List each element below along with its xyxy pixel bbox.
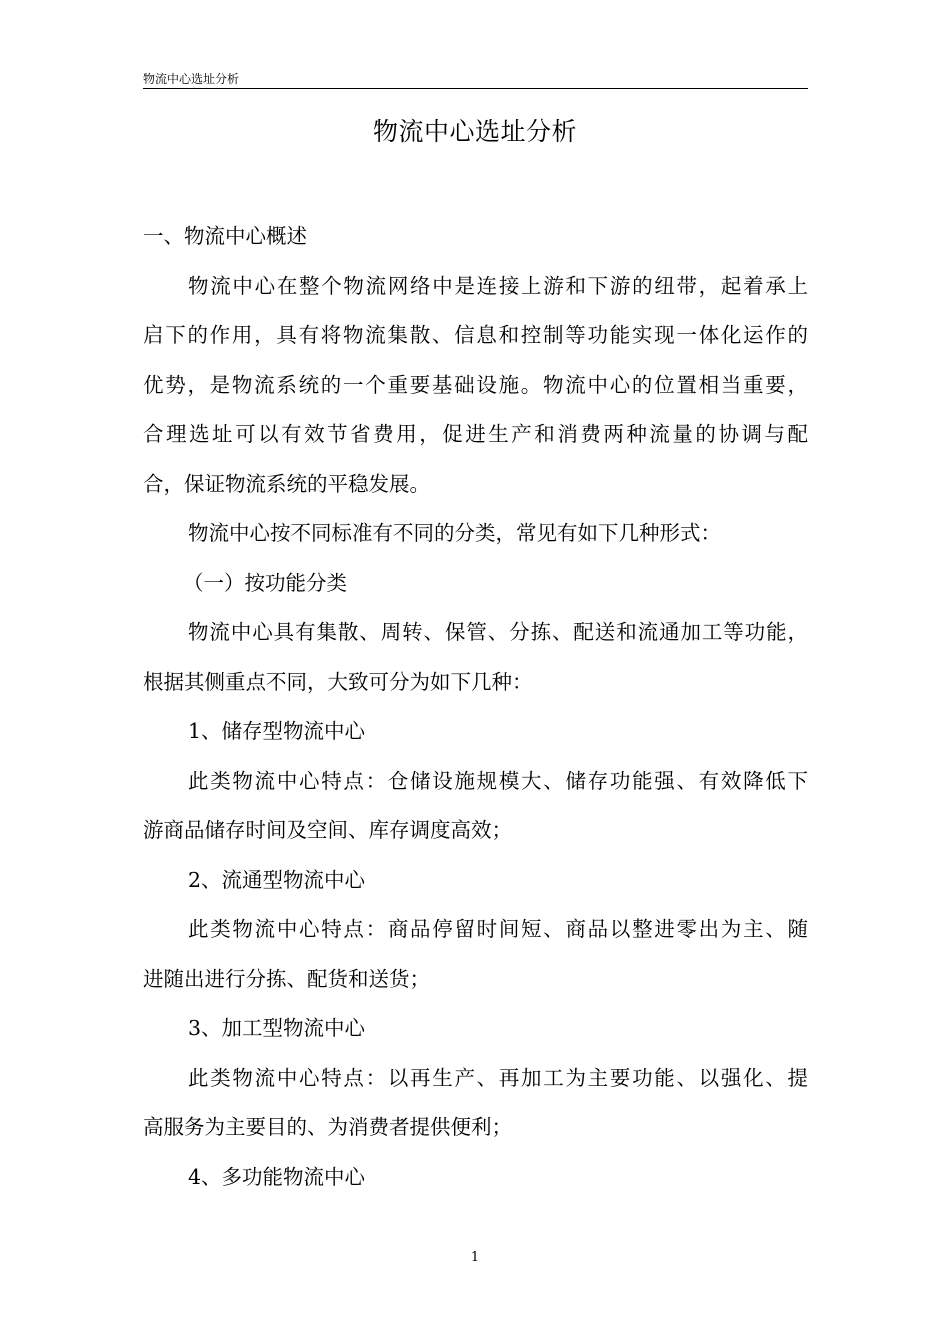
paragraph-line: 游商品储存时间及空间、库存调度高效； <box>143 818 512 842</box>
paragraph-line: 合，保证物流系统的平稳发展。 <box>143 471 430 496</box>
list-item-heading: 1、储存型物流中心 <box>188 719 366 743</box>
paragraph-line: 物流中心按不同标准有不同的分类，常见有如下几种形式： <box>188 521 721 545</box>
list-item-heading: 3、加工型物流中心 <box>188 1016 366 1040</box>
subsection-heading: （一）按功能分类 <box>183 570 347 595</box>
paragraph-line: 物流中心在整个物流网络中是连接上游和下游的纽带，起着承上 <box>188 273 808 298</box>
list-item-heading: 4、多功能物流中心 <box>188 1164 366 1189</box>
document-body <box>143 212 808 1202</box>
paragraph-line: 此类物流中心特点：仓储设施规模大、储存功能强、有效降低下 <box>188 768 808 793</box>
paragraph-line: 此类物流中心特点：商品停留时间短、商品以整进零出为主、随 <box>188 917 808 941</box>
paragraph-line: 进随出进行分拣、配货和送货； <box>143 966 430 991</box>
paragraph-line: 高服务为主要目的、为消费者提供便利； <box>143 1115 512 1139</box>
paragraph-line: 物流中心具有集散、周转、保管、分拣、配送和流通加工等功能， <box>188 620 808 644</box>
paragraph-line: 优势，是物流系统的一个重要基础设施。物流中心的位置相当重要， <box>143 372 808 397</box>
header-divider <box>143 88 808 89</box>
document-title: 物流中心选址分析 <box>372 117 577 146</box>
page-number: 1 <box>470 1250 480 1265</box>
list-item-heading: 2、流通型物流中心 <box>188 867 366 892</box>
running-header: 物流中心选址分析 <box>143 72 240 86</box>
paragraph-line: 启下的作用，具有将物流集散、信息和控制等功能实现一体化运作的 <box>143 323 808 347</box>
paragraph-line: 根据其侧重点不同，大致可分为如下几种： <box>143 669 533 694</box>
paragraph-line: 合理选址可以有效节省费用，促进生产和消费两种流量的协调与配 <box>143 422 808 446</box>
paragraph-line: 此类物流中心特点：以再生产、再加工为主要功能、以强化、提 <box>188 1065 808 1090</box>
section-heading: 一、物流中心概述 <box>143 224 307 248</box>
